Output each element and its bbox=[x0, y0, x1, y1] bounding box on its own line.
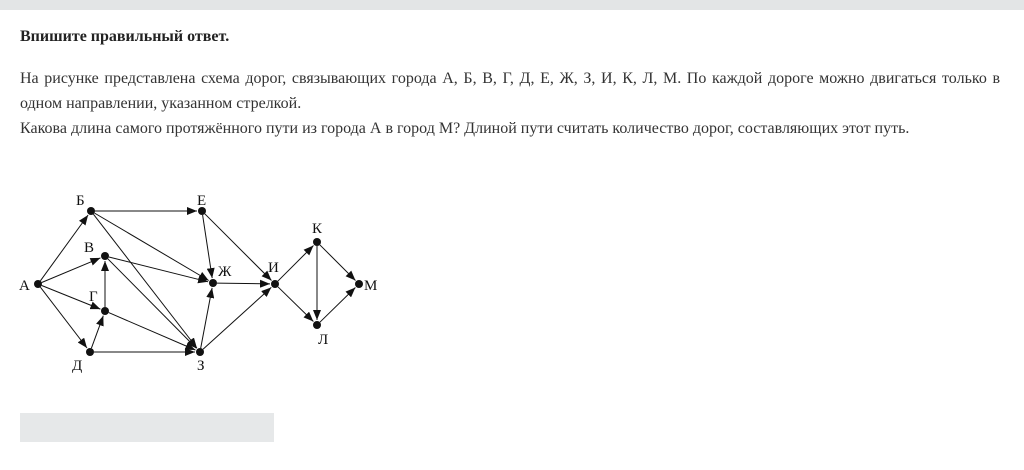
task-instruction: Впишите правильный ответ. bbox=[20, 28, 230, 45]
road-D-G bbox=[91, 316, 103, 349]
city-label-M: М bbox=[364, 278, 378, 294]
road-A-B bbox=[40, 215, 88, 281]
road-E-Zh bbox=[203, 215, 213, 278]
city-label-V: В bbox=[84, 240, 95, 256]
road-E-I bbox=[205, 214, 272, 281]
road-G-Z bbox=[109, 313, 196, 350]
city-node-I bbox=[271, 280, 279, 288]
road-I-L bbox=[278, 287, 314, 322]
city-label-D: Д bbox=[72, 358, 83, 374]
city-label-G: Г bbox=[89, 289, 98, 305]
road-Z-I bbox=[203, 287, 271, 349]
top-bar bbox=[0, 0, 1024, 10]
city-node-Zh bbox=[209, 279, 217, 287]
road-I-K bbox=[278, 246, 314, 282]
city-node-A bbox=[34, 280, 42, 288]
answer-input[interactable] bbox=[20, 413, 274, 442]
city-node-D bbox=[86, 348, 94, 356]
road-graph bbox=[0, 180, 400, 380]
city-node-M bbox=[355, 280, 363, 288]
city-label-E: Е bbox=[197, 193, 207, 209]
road-Z-Zh bbox=[201, 288, 212, 348]
task-paragraph-1: На рисунке представлена схема дорог, связывающих города А, Б, В, Г, Д, Е, Ж, З, И, К, Л, М. По каждой дороге можно двигаться только в одном направлении, указанном стрелкой. bbox=[20, 70, 1000, 112]
city-label-I: И bbox=[268, 260, 279, 276]
task-paragraph-2: Какова длина самого протяжённого пути из города А в город М? Длиной пути считать количество дорог, составляющих этот путь. bbox=[20, 120, 910, 137]
road-L-M bbox=[320, 288, 356, 323]
city-node-L bbox=[313, 321, 321, 329]
city-label-L: Л bbox=[318, 332, 329, 348]
city-label-B: Б bbox=[76, 193, 85, 209]
road-A-D bbox=[40, 287, 87, 348]
road-V-Z bbox=[108, 259, 197, 349]
road-V-Zh bbox=[109, 257, 208, 282]
road-Zh-I bbox=[217, 283, 270, 284]
city-label-Zh: Ж bbox=[218, 264, 232, 280]
city-node-K bbox=[313, 238, 321, 246]
city-label-K: К bbox=[312, 221, 323, 237]
city-node-Z bbox=[196, 348, 204, 356]
road-A-V bbox=[42, 258, 101, 283]
city-label-Z: З bbox=[197, 358, 205, 374]
task-text bbox=[20, 66, 1000, 141]
road-K-M bbox=[320, 245, 356, 281]
city-label-A: А bbox=[19, 278, 30, 294]
road-B-Zh bbox=[94, 213, 208, 281]
city-node-V bbox=[101, 252, 109, 260]
city-node-B bbox=[87, 207, 95, 215]
city-node-G bbox=[101, 307, 109, 315]
